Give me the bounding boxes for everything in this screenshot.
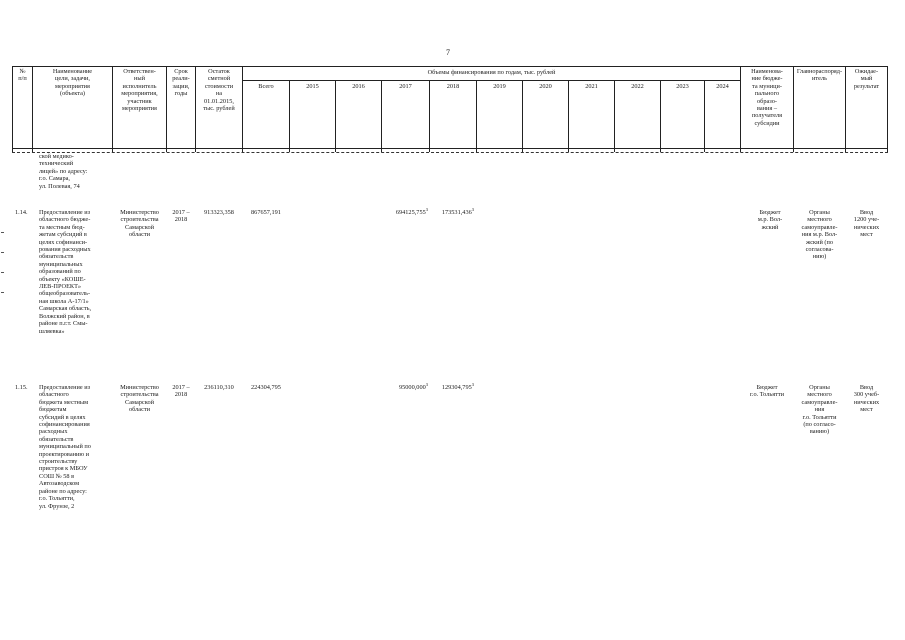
header-result: Ожидае- мый результат — [853, 68, 880, 90]
continuation-text: ской медико- технический лицей» по адресу: г.о. Самара, ул. Полевая, 74 — [39, 153, 88, 190]
header-remainder: Остаток сметной стоимости на 01.01.2015, тыс. рублей — [203, 68, 235, 113]
row-term: 2017 – 2018 — [172, 209, 190, 224]
row-result: Ввод 1200 уче- нических мест — [853, 209, 880, 239]
row-name: Предоставление из областного бюджета местным бюджетам субсидий в целях софинансирования расходных обязательств муниципальный по проектированию и строительству пристроя к МБОУ СОШ № 58 в Автозаводском районе по адресу: г.о. Тольятти, ул. Фрунзе, 2 — [39, 384, 91, 510]
header-year-2015: 2015 — [306, 83, 319, 90]
header-term: Срок реали- зации, годы — [172, 68, 190, 98]
header-year-2023: 2023 — [676, 83, 689, 90]
header-num: № п/п — [18, 68, 27, 83]
header-year-2018: 2018 — [446, 83, 460, 90]
row-num: 1.15. — [15, 384, 28, 391]
row-name: Предоставление из областного бюдже- та местным бюд- жетам субсидий в целях софинанси- рования расходных обязательств муниципальных образований по объекту «КОШЕ- ЛЕВ-ПРОЕКТ» общеобразователь- ная школа А-17/1» Самарская область, Волжский район, в районе п.г.т. Смы- шляевка» — [39, 209, 92, 335]
margin-mark — [1, 252, 4, 253]
row-remainder: 236110,310 — [204, 384, 234, 391]
header-year-total: Всего — [258, 83, 274, 90]
row-term: 2017 – 2018 — [172, 384, 190, 399]
header-executor: Ответствен- ный исполнитель мероприятия, участник мероприятия — [121, 68, 158, 113]
header-year-2019: 2019 — [493, 83, 506, 90]
row-executor: Министерство строительства Самарской области — [120, 384, 159, 414]
row-manager: Органы местного самоуправле- ния г.о. Тольятти (по согласо- ванию) — [801, 384, 838, 436]
header-municipality: Наименова- ние бюдже- та муници- пального образо- вания – получателя субсидии — [751, 68, 783, 127]
row-executor: Министерство строительства Самарской области — [120, 209, 159, 239]
row-municipality: Бюджет м.р. Вол- жский — [757, 209, 783, 231]
row-manager: Органы местного самоуправле- ния м.р. Вол- жский (по согласова- нию) — [801, 209, 838, 261]
row-2018: 173531,436$^3$ — [441, 207, 474, 216]
margin-mark — [1, 272, 4, 273]
row-total: 224304,795 — [251, 384, 281, 391]
header-name: Наименование цели, задачи, мероприятия (объекта) — [52, 68, 93, 98]
row-num: 1.14. — [15, 209, 28, 216]
header-year-2021: 2021 — [585, 83, 598, 90]
row-2018: 129304,795$^3$ — [441, 382, 474, 391]
page-number: 7 — [446, 48, 450, 57]
row-remainder: 913323,358 — [204, 209, 234, 216]
row-total: 867657,191 — [251, 209, 281, 216]
funding-table — [12, 66, 888, 581]
header-year-2022: 2022 — [631, 83, 644, 90]
row-2017: 694125,755$^3$ — [395, 207, 428, 216]
margin-mark — [1, 292, 4, 293]
header-manager: Главнораспоряд- итель — [796, 68, 843, 83]
header-year-2017: 2017 — [399, 83, 412, 90]
margin-mark — [1, 232, 4, 233]
header-year-2020: 2020 — [539, 83, 552, 90]
header-year-2024: 2024 — [716, 83, 729, 90]
header-year-2016: 2016 — [352, 83, 365, 90]
row-municipality: Бюджет г.о. Тольятти — [750, 384, 784, 399]
row-2017: 95000,000$^3$ — [398, 382, 428, 391]
row-result: Ввод 300 учеб- нических мест — [853, 384, 880, 414]
header-funding-title: Объемы финансирования по годам, тыс. рублей — [427, 69, 556, 76]
